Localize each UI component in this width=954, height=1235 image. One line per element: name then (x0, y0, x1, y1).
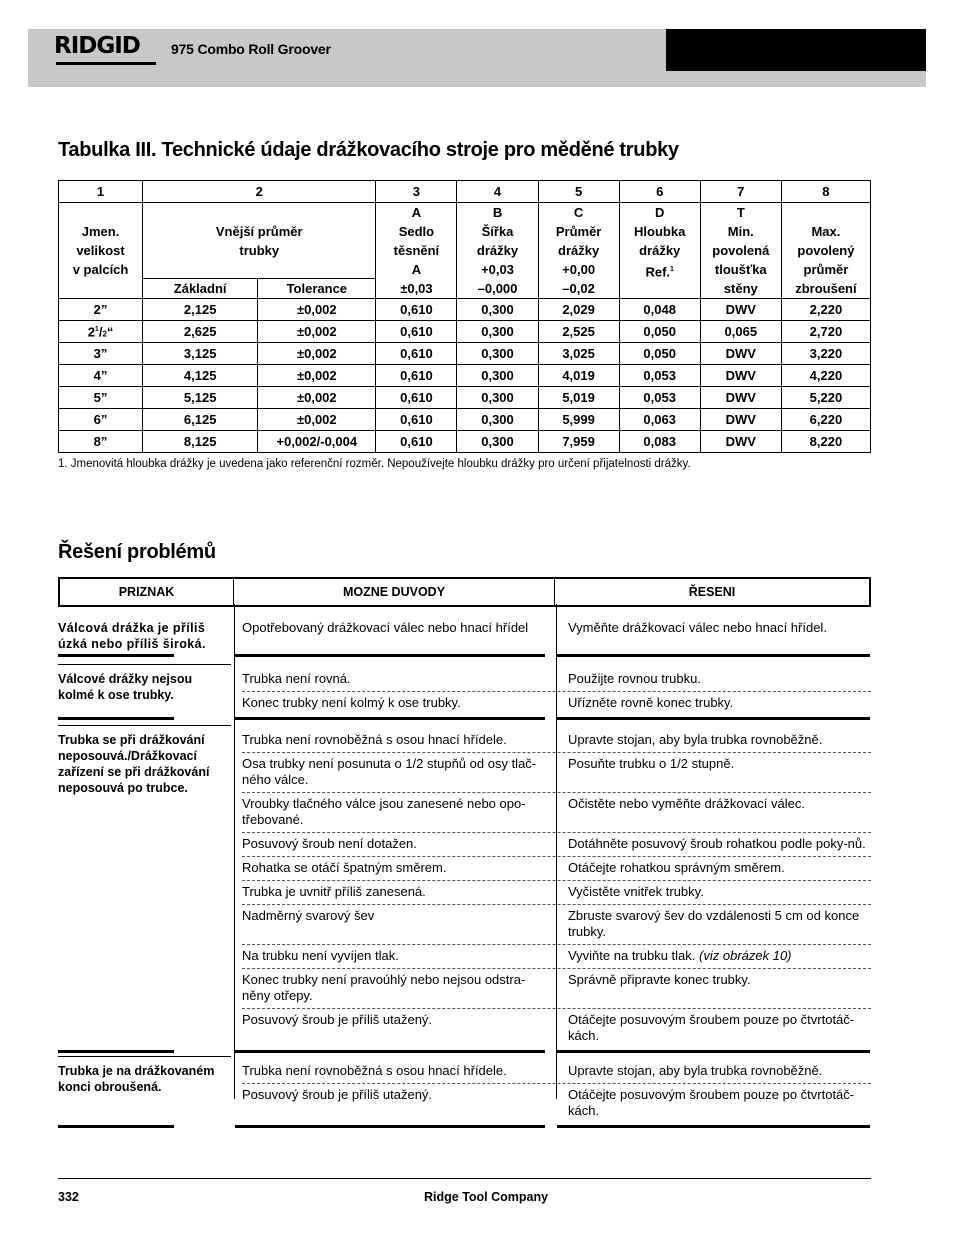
spec-row (59, 321, 871, 343)
solution-text: Vyčistěte vnitřek trubky. (567, 884, 704, 899)
spec-cell-a: 0,610 (376, 409, 457, 431)
solution-text: Upravte stojan, aby byla trubka rovnoběžně. (567, 732, 823, 747)
symptom-header: PRIZNAK (60, 579, 234, 605)
min-wall-header: T Min. povolená tloušťka stěny (700, 203, 781, 299)
table-title: Tabulka III. Technické údaje drážkovacího stroje pro měděné trubky (58, 139, 679, 161)
table-footnote: 1. Jmenovitá hloubka drážky je uvedena jako referenční rozměr. Nepoužívejte hloubku drážky pro určení přijatelnosti drážky. (58, 458, 691, 470)
spec-cell-tol: ±0,002 (258, 343, 376, 365)
product-title: 975 Combo Roll Groover (171, 41, 331, 57)
spec-cell-c: 2,029 (538, 299, 619, 321)
spec-cell-d: 0,050 (619, 343, 700, 365)
logo-underline (56, 62, 156, 65)
spec-cell-max: 6,220 (781, 409, 870, 431)
spec-row (59, 365, 871, 387)
spec-cell-c: 4,019 (538, 365, 619, 387)
solution-header: ŘESENI (688, 585, 736, 599)
spec-cell-tol: +0,002/-0,004 (258, 431, 376, 453)
spec-cell-max: 8,220 (781, 431, 870, 453)
cause-text: Vroubky tlačného válce jsou zanesené nebo opo-třebované. (242, 796, 526, 827)
col-number: 7 (700, 181, 781, 203)
cause-text: Posuvový šroub je příliš utažený. (242, 1012, 433, 1027)
spec-cell-max: 3,220 (781, 343, 870, 365)
symptom-text: Válcová drážka je příliš úzká nebo příliš široká. (58, 621, 206, 651)
solution-text: Použijte rovnou trubku. (567, 671, 701, 686)
solution-text: Očistěte nebo vyměňte drážkovací válec. (567, 796, 805, 811)
spec-cell-c: 5,999 (538, 409, 619, 431)
cause-text: Trubka je uvnitř příliš zanesená. (242, 884, 426, 899)
spec-cell-t: DWV (700, 409, 781, 431)
symptom-text: Trubka je na drážkovaném konci obroušená. (58, 1064, 215, 1094)
spec-cell-basic: 2,125 (143, 299, 258, 321)
groove-depth-header: D Hloubka drážky Ref.$^1$ (619, 203, 700, 299)
cause-text: Posuvový šroub je příliš utažený. (242, 1087, 433, 1102)
cause-text: Konec trubky není pravoúhlý nebo nejsou odstra-něny otřepy. (242, 972, 526, 1003)
cause-text: Na trubku není vyvíjen tlak. (242, 948, 399, 963)
spec-row (59, 409, 871, 431)
group-separator (58, 654, 174, 657)
cause-text: Posuvový šroub není dotažen. (242, 836, 417, 851)
basic-header: Základní (143, 279, 258, 299)
trouble-group (58, 729, 871, 1048)
symptom-text: Trubka se při drážkování neposouvá./Drážkovací zařízení se při drážkování neposouvá po trubce. (58, 733, 210, 795)
header-band-lower (28, 71, 926, 87)
spec-cell-size: 6” (59, 409, 143, 431)
cause-text: Nadměrný svarový šev (242, 908, 375, 923)
footer-rule (58, 1178, 871, 1179)
solution-text: Vyměňte drážkovací válec nebo hnací hřídel. (567, 620, 827, 635)
spec-cell-tol: ±0,002 (258, 321, 376, 343)
symptom-text: Válcové drážky nejsou kolmé k ose trubky. (58, 672, 193, 702)
gasket-seat-header: A Sedlo těsnění A ±0,03 (376, 203, 457, 299)
spec-cell-max: 5,220 (781, 387, 870, 409)
group-separator (58, 717, 174, 720)
spec-cell-tol: ±0,002 (258, 387, 376, 409)
column-divider (556, 604, 557, 1099)
solution-text: Otáčejte rohatkou správným směrem. (567, 860, 785, 875)
troubleshooting-table (58, 577, 871, 1123)
symptom-underline (58, 1056, 231, 1057)
trouble-group (58, 1060, 871, 1123)
spec-cell-basic: 8,125 (143, 431, 258, 453)
spec-cell-d: 0,053 (619, 365, 700, 387)
spec-cell-c: 7,959 (538, 431, 619, 453)
section-title: Řešení problémů (58, 541, 216, 563)
size-header: Jmen. velikost v palcích (59, 203, 143, 299)
spec-cell-d: 0,083 (619, 431, 700, 453)
trouble-group (58, 668, 871, 715)
solution-text: Upravte stojan, aby byla trubka rovnoběžně. (567, 1063, 823, 1078)
cause-text: Trubka není rovná. (242, 671, 351, 686)
spec-cell-t: DWV (700, 387, 781, 409)
spec-cell-d: 0,053 (619, 387, 700, 409)
group-separator (557, 1050, 870, 1053)
spec-cell-size: 8” (59, 431, 143, 453)
spec-cell-b: 0,300 (457, 409, 538, 431)
col-number: 4 (457, 181, 538, 203)
trouble-group (58, 617, 871, 652)
spec-cell-c: 2,525 (538, 321, 619, 343)
group-separator (235, 1125, 545, 1128)
spec-cell-max: 2,720 (781, 321, 870, 343)
group-separator (557, 1125, 870, 1128)
spec-cell-b: 0,300 (457, 431, 538, 453)
solution-text: Zbruste svarový šev do vzdálenosti 5 cm od konce trubky. (567, 908, 860, 939)
spec-cell-size: 2” (59, 299, 143, 321)
spec-row (59, 387, 871, 409)
spec-cell-size: 3” (59, 343, 143, 365)
solution-text: Otáčejte posuvovým šroubem pouze po čtvrtotáč-kách. (567, 1087, 855, 1118)
od-header: Vnější průměr trubky (143, 203, 376, 279)
spec-cell-b: 0,300 (457, 387, 538, 409)
spec-cell-c: 5,019 (538, 387, 619, 409)
spec-cell-a: 0,610 (376, 431, 457, 453)
header-row (59, 203, 871, 279)
spec-cell-tol: ±0,002 (258, 365, 376, 387)
cause-text: Opotřebovaný drážkovací válec nebo hnací hřídel (242, 620, 529, 635)
spec-cell-basic: 3,125 (143, 343, 258, 365)
spec-cell-b: 0,300 (457, 299, 538, 321)
col-number: 3 (376, 181, 457, 203)
spec-cell-tol: ±0,002 (258, 409, 376, 431)
spec-cell-a: 0,610 (376, 299, 457, 321)
header-black-block (666, 29, 926, 71)
spec-cell-a: 0,610 (376, 387, 457, 409)
spec-cell-max: 4,220 (781, 365, 870, 387)
solution-text: Uřízněte rovně konec trubky. (567, 695, 734, 710)
spec-row (59, 299, 871, 321)
spec-cell-size: 5” (59, 387, 143, 409)
spec-cell-a: 0,610 (376, 365, 457, 387)
group-separator (235, 1050, 545, 1053)
column-divider (234, 604, 235, 1099)
col-number: 8 (781, 181, 870, 203)
spec-cell-b: 0,300 (457, 321, 538, 343)
spec-cell-t: 0,065 (700, 321, 781, 343)
spec-cell-t: DWV (700, 343, 781, 365)
tolerance-header: Tolerance (258, 279, 376, 299)
spec-table (58, 180, 871, 453)
column-number-row (59, 181, 871, 203)
cause-text: Trubka není rovnoběžná s osou hnací hřídele. (242, 1063, 507, 1078)
col-number: 1 (59, 181, 143, 203)
spec-cell-t: DWV (700, 431, 781, 453)
spec-cell-c: 3,025 (538, 343, 619, 365)
spec-cell-a: 0,610 (376, 343, 457, 365)
spec-cell-size: $2^1/2“$ (59, 321, 143, 343)
max-flare-header: Max. povolený průměr zbroušení (781, 203, 870, 299)
symptom-underline (58, 664, 231, 665)
troubleshooting-header (58, 577, 871, 607)
cause-header: MOZNE DUVODY (234, 579, 555, 605)
cause-text: Osa trubky není posunuta o 1/2 stupňů od osy tlač-ného válce. (242, 756, 537, 787)
groove-width-header: B Šířka drážky +0,03 –0,000 (457, 203, 538, 299)
ridgid-logo: RIDGID (54, 33, 140, 59)
col-number: 2 (143, 181, 376, 203)
figure-reference: (viz obrázek 10) (699, 948, 792, 963)
groove-diameter-header: C Průměr drážky +0,00 –0,02 (538, 203, 619, 299)
spec-cell-d: 0,048 (619, 299, 700, 321)
col-number: 6 (619, 181, 700, 203)
symptom-underline (58, 725, 231, 726)
group-separator (557, 654, 870, 657)
spec-row (59, 431, 871, 453)
spec-cell-t: DWV (700, 365, 781, 387)
spec-row (59, 343, 871, 365)
spec-cell-b: 0,300 (457, 365, 538, 387)
spec-cell-basic: 4,125 (143, 365, 258, 387)
group-separator (58, 1050, 174, 1053)
spec-cell-t: DWV (700, 299, 781, 321)
cause-text: Konec trubky není kolmý k ose trubky. (242, 695, 461, 710)
spec-cell-basic: 5,125 (143, 387, 258, 409)
group-separator (58, 1125, 174, 1128)
spec-cell-size: 4” (59, 365, 143, 387)
solution-text: Správně připravte konec trubky. (567, 972, 751, 987)
spec-cell-a: 0,610 (376, 321, 457, 343)
col-number: 5 (538, 181, 619, 203)
spec-cell-d: 0,050 (619, 321, 700, 343)
solution-text: Otáčejte posuvovým šroubem pouze po čtvrtotáč-kách. (567, 1012, 855, 1043)
page-number: 332 (58, 1190, 79, 1204)
spec-cell-tol: ±0,002 (258, 299, 376, 321)
spec-cell-b: 0,300 (457, 343, 538, 365)
group-separator (235, 654, 545, 657)
spec-cell-basic: 6,125 (143, 409, 258, 431)
spec-cell-d: 0,063 (619, 409, 700, 431)
group-separator (235, 717, 545, 720)
footer-company: Ridge Tool Company (424, 1190, 549, 1204)
solution-text: Posuňte trubku o 1/2 stupně. (567, 756, 735, 771)
cause-text: Rohatka se otáčí špatným směrem. (242, 860, 447, 875)
group-separator (557, 717, 870, 720)
solution-text: Dotáhněte posuvový šroub rohatkou podle poky-nů. (567, 836, 866, 851)
cause-text: Trubka není rovnoběžná s osou hnací hřídele. (242, 732, 507, 747)
spec-cell-max: 2,220 (781, 299, 870, 321)
spec-cell-basic: 2,625 (143, 321, 258, 343)
solution-text: Vyviňte na trubku tlak. (viz obrázek 10) (567, 948, 792, 963)
